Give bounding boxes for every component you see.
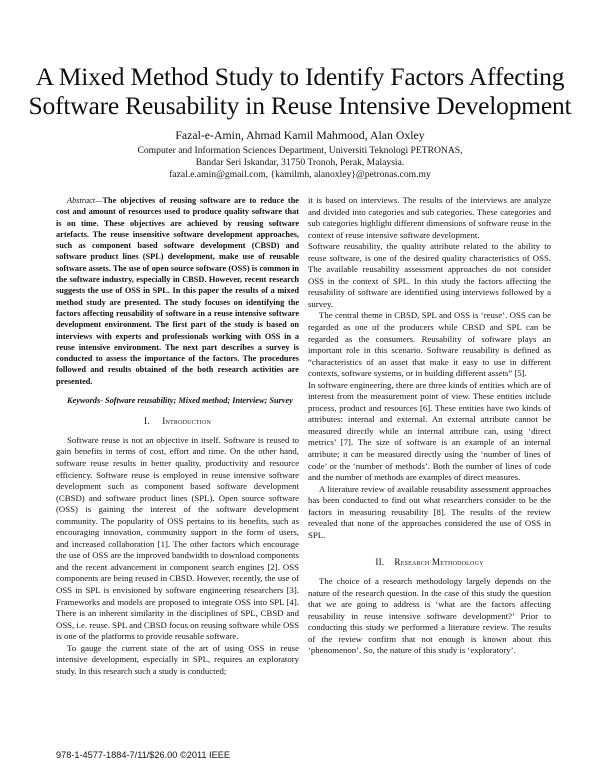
section-number: I. [143, 416, 150, 427]
right-paragraph-3: The central theme in CBSD, SPL and OSS is ‘reuse’. OSS can be regarded as one of the producers while CBSD and SPL can be regarded as the consumers. Reusability of software plays an important role in this scenario. Software reusability is defined as “characteristics of an asset that make it easy to use in different contexts, software systems, or in building different assets” [5]. [308, 310, 551, 379]
abstract-label: Abstract— [67, 196, 103, 205]
right-paragraph-5: A literature review of available reusability assessment approaches has been conducted to find out what researchers consider to be the factors in measuring reusability [8]. The results of the review revealed that none of the approaches considered the use of OSS in SPL. [308, 483, 551, 540]
keywords: Keywords- Software reusability; Mixed method; Interview; Survey [67, 396, 293, 406]
right-column [308, 195, 551, 657]
methodology-paragraph-1: The choice of a research methodology largely depends on the nature of the research question. In the case of this study the question that we are going to address is ‘what are the factors affecting reusability in reuse intensive software development?’ Prior to conducting this study we performed a literature review. The results of the review confirm that not enough is known about this ‘phenomenon’. So, the nature of this study is ‘exploratory’. [308, 575, 551, 656]
right-paragraph-4: In software engineering, there are three kinds of entities which are of interest from the measurement point of view. These entities include process, product and resources [6]. These entities have two kinds of attributes: internal and external. An external attribute cannot be measured directly while an internal attribute can, using ‘direct metrics’ [7]. The size of software is an example of an internal attribute; it can be measured directly using the ‘number of lines of code’ or the ‘number of methods’. Both the number of lines of code and the number of methods are examples of direct measures. [308, 379, 551, 483]
abstract-text: The objectives of reusing software are to reduce the cost and amount of resources used to produce quality software that is on time. These objectives are achieved by reusing software artefacts. The reuse insensitive software development approaches, such as component based software development (CBSD) and software product lines (SPL) development, make use of reusable software assets. The use of open source software (OSS) is common in the software industry, especially in CBSD. However, recent research suggests the use of OSS in SPL. In this paper the results of a mixed method study are presented. The study focuses on identifying the factors affecting reusability of software in a reuse intensive software development environment. The first part of the study is based on interviews with experts and professionals working with OSS in a reuse intensive environment. The next part describes a survey is conducted to assess the importance of the factors. The procedures followed and results obtained of the both research activities are presented. [56, 196, 299, 386]
section-title: Introduction [162, 416, 212, 427]
intro-paragraph-1: Software reuse is not an objective in itself. Software is reused to gain benefits in terms of cost, effort and time. On the other hand, software reuse results in better quality, productivity and resource efficiency. Software reuse is employed in reuse intensive software development such as component based software development (CBSD) and software product lines (SPL). Open source software (OSS) is gaining the interest of the software development community. The popularity of OSS pertains to its benefits, such as encouraging innovation, community support in the form of users, and increased collaboration [1]. The other factors which encourage the use of OSS are the improved bandwidth to download components and the recent advancement in component search engines [2]. OSS components are being reused in CBSD. However, recently, the use of OSS in SPL is envisioned by software engineering researchers [3]. Frameworks and models are proposed to integrate OSS into SPL [4]. There is an inherent similarity in the disciplines of SPL, CBSD and OSS, i.e. reuse. SPL and CBSD focus on reusing software while OSS is one of the platforms to provide reusable software. [56, 434, 300, 642]
left-column [56, 195, 299, 677]
section-heading-methodology [308, 557, 551, 569]
affiliation-line-2: Bandar Seri Iskandar, 31750 Tronoh, Perak, Malaysia. [195, 157, 405, 168]
right-paragraph-2: Software reusability, the quality attribute related to the ability to reuse software, is one of the desired quality characteristics of OSS. The available reusability assessment approaches do not consider OSS in the context of SPL. In this study the factors affecting the reusability of software are identified using interviews followed by a survey. [308, 241, 551, 309]
right-paragraph-1: it is based on interviews. The results of the interviews are analyze and divided into categories and sub categories. These categories and sub categories highlight different dimensions of software reuse in the context of reuse intensive software development. [308, 195, 551, 240]
copyright-footer: 978-1-4577-1884-7/11/$26.00 ©2011 IEEE [56, 750, 230, 760]
section-number: II. [375, 557, 385, 568]
affiliation-line-1: Computer and Information Sciences Department, Universiti Teknologi PETRONAS, [137, 145, 463, 156]
abstract [56, 195, 299, 387]
authors: Fazal-e-Amin, Ahmad Kamil Mahmood, Alan Oxley [175, 128, 425, 142]
section-title: Research Methodology [394, 557, 484, 568]
paper-title-line-2: Software Reusability in Reuse Intensive Development [28, 91, 572, 120]
paper-title-line-1: A Mixed Method Study to Identify Factors Affecting [35, 62, 565, 91]
section-heading-introduction [56, 416, 299, 428]
affiliation-emails: fazal.e.amin@gmail.com, {kamilmh, alanoxley}@petronas.com.my [169, 169, 431, 180]
intro-paragraph-2: To gauge the current state of the art of using OSS in reuse intensive development, especially in SPL, requires an exploratory study. In this research such a study is conducted; [56, 642, 299, 676]
